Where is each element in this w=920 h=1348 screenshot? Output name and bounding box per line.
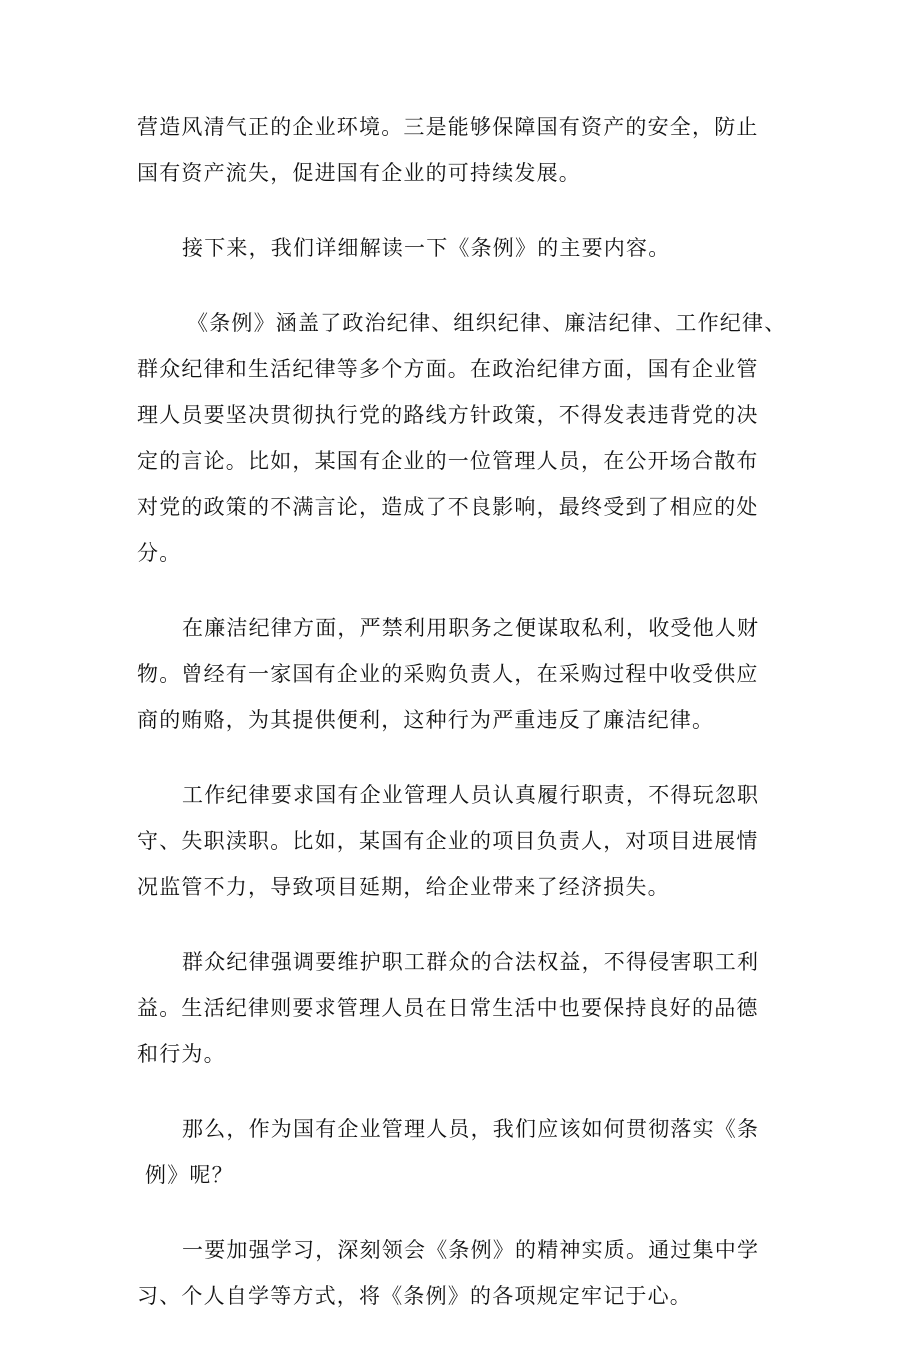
paragraph-6	[137, 939, 797, 1077]
text-line: 那么，作为国有企业管理人员，我们应该如何贯彻落实《条	[182, 1117, 760, 1141]
text-line: 营造风清气正的企业环境。三是能够保障国有资产的安全，防止	[137, 115, 759, 139]
text-line: 接下来，我们详细解读一下《条例》的主要内容。	[182, 236, 671, 260]
paragraph-1	[137, 104, 797, 196]
text-line: 况监管不力，导致项目延期，给企业带来了经济损失。	[137, 875, 670, 899]
text-line: 物。曾经有一家国有企业的采购负责人，在采购过程中收受供应	[137, 662, 759, 686]
text-line: 定的言论。比如，某国有企业的一位管理人员，在公开场合散布	[137, 449, 759, 473]
text-line: 理人员要坚决贯彻执行党的路线方针政策，不得发表违背党的决	[137, 403, 759, 427]
text-line: 守、失职渎职。比如，某国有企业的项目负责人，对项目进展情	[137, 829, 759, 853]
text-line: 国有资产流失，促进国有企业的可持续发展。	[137, 161, 581, 185]
text-line: 和行为。	[137, 1042, 226, 1066]
text-line: 一要加强学习，深刻领会《条例》的精神实质。通过集中学	[182, 1238, 760, 1262]
text-line: 习、个人自学等方式，将《条例》的各项规定牢记于心。	[137, 1284, 692, 1308]
text-line: 商的贿赂，为其提供便利，这种行为严重违反了廉洁纪律。	[137, 708, 715, 732]
text-line: 群众纪律强调要维护职工群众的合法权益，不得侵害职工利	[182, 950, 760, 974]
text-line: 例》呢？	[145, 1163, 234, 1187]
text-line: 益。生活纪律则要求管理人员在日常生活中也要保持良好的品德	[137, 996, 759, 1020]
text-line: 在廉洁纪律方面，严禁利用职务之便谋取私利，收受他人财	[182, 616, 760, 640]
paragraph-2	[137, 225, 797, 271]
text-line: 群众纪律和生活纪律等多个方面。在政治纪律方面，国有企业管	[137, 357, 759, 381]
text-line: 《条例》涵盖了政治纪律、组织纪律、廉洁纪律、工作纪律、	[187, 311, 787, 335]
text-line: 工作纪律要求国有企业管理人员认真履行职责，不得玩忽职	[182, 783, 760, 807]
text-line: 对党的政策的不满言论，造成了不良影响，最终受到了相应的处	[137, 495, 759, 519]
paragraph-7	[137, 1106, 797, 1198]
paragraph-8	[137, 1227, 797, 1319]
paragraph-4	[137, 605, 797, 743]
paragraph-5	[137, 772, 797, 910]
paragraph-3	[137, 300, 797, 576]
text-line: 分。	[137, 541, 182, 565]
document-body	[137, 104, 797, 1348]
